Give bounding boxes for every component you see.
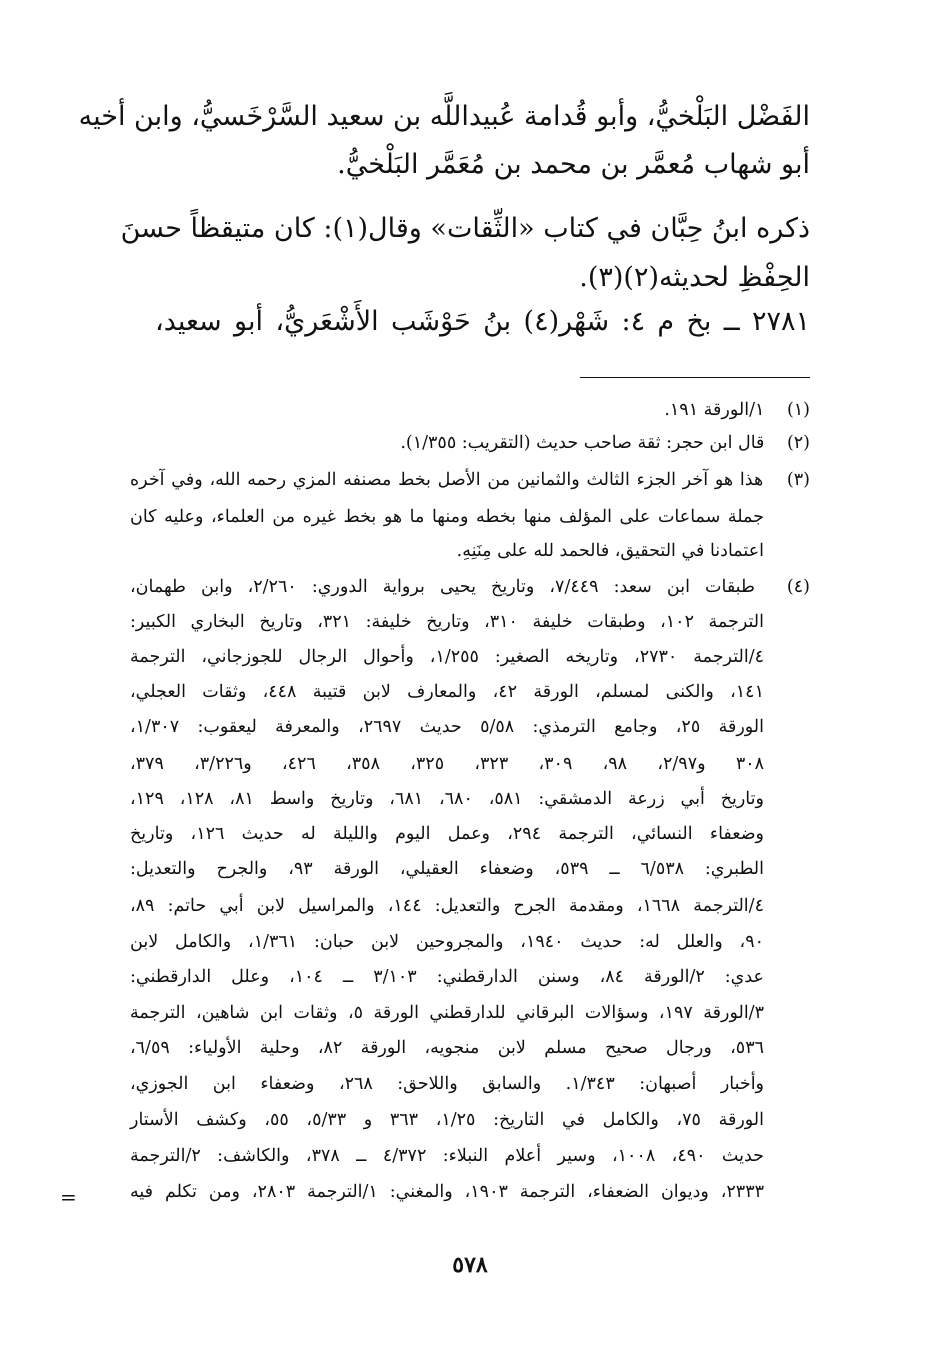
- footnote-3-line-3: اعتمادنا في التحقيق، فالحمد لله على مِنَنِهِ.: [456, 541, 764, 561]
- footnote-4-line-3: ٤/الترجمة ٢٧٣٠، وتاريخه الصغير: ١/٢٥٥، وأحوال الرجال للجوزجاني، الترجمة: [130, 647, 764, 667]
- footnote-2-text: قال ابن حجر: ثقة صاحب حديث (التقريب: ١/٣٥٥).: [400, 433, 765, 453]
- biography-entry-heading: ٢٧٨١ ــ بخ م ٤: شَهْر(٤) بنُ حَوْشَب الأَشْعَريُّ، أبو سعيد،: [155, 306, 810, 337]
- footnote-3-line-2: جملة سماعات على المؤلف منها بخطه ومنها ما هو بخط غيره من العلماء، وعليه كان: [130, 507, 764, 527]
- footnote-4-line-10: ٤/الترجمة ١٦٦٨، ومقدمة الجرح والتعديل: ١٤٤، والمراسيل لابن أبي حاتم: ٨٩،: [130, 896, 764, 916]
- footnote-3-marker: (٣): [786, 470, 810, 490]
- footnote-4-line-15: وأخبار أصبهان: ١/٣٤٣. والسابق واللاحق: ٢٦٨، وضعفاء ابن الجوزي،: [130, 1074, 765, 1094]
- footnote-4-line-8: وضعفاء النسائي، الترجمة ٢٩٤، وعمل اليوم والليلة له حديث ١٢٦، وتاريخ: [130, 824, 765, 844]
- footnote-4: [130, 573, 810, 601]
- footnote-4-line-4: ١٤١، والكنى لمسلم، الورقة ٤٢، والمعارف لابن قتيبة ٤٤٨، وثقات العجلي،: [130, 682, 764, 702]
- footnote-3-line-1: هذا هو آخر الجزء الثالث والثمانين من الأصل بخط مصنفه المزي رحمه الله، وفي آخره: [130, 470, 764, 490]
- footnote-4-line-17: حديث ٤٩٠، ١٠٠٨، وسير أعلام النبلاء: ٤/٣٧٢ ــ ٣٧٨، والكاشف: ٢/الترجمة: [130, 1146, 764, 1166]
- footnote-2-marker: (٢): [786, 433, 810, 453]
- footnote-4-line-16: الورقة ٧٥، والكامل في التاريخ: ١/٢٥، ٣٦٣ و ٥/٣٣، ٥٥، وكشف الأستار: [130, 1110, 765, 1130]
- footnote-4-line-12: عدي: ٢/الورقة ٨٤، وسنن الدارقطني: ٣/١٠٣ ــ ١٠٤، وعلل الدارقطني:: [130, 967, 764, 987]
- footnote-1-marker: (١): [786, 400, 810, 420]
- main-text-line-2: أبو شهاب مُعمَّر بن محمد بن مُعَمَّر البَلْخيُّ.: [337, 149, 810, 180]
- main-text-line-3: ذكره ابنُ حِبَّان في كتاب «الثِّقات» وقال(١): كان متيقظاً حسنَ: [120, 213, 810, 244]
- page-number: ٥٧٨: [452, 1252, 488, 1278]
- footnote-4-line-7: وتاريخ أبي زرعة الدمشقي: ٥٨١، ٦٨٠، ٦٨١، وتاريخ واسط ٨١، ١٢٨، ١٢٩،: [130, 789, 764, 809]
- continuation-mark: =: [60, 1185, 77, 1209]
- main-text-line-1: الفَضْل البَلْخيُّ، وأبو قُدامة عُبيداللَّه بن سعيد السَّرْخَسيُّ، وابن أخيه: [78, 101, 810, 132]
- main-text-line-4: الحِفْظِ لحديثه(٢)(٣).: [579, 262, 810, 293]
- footnote-1: [130, 396, 810, 424]
- footnote-4-line-5: الورقة ٢٥، وجامع الترمذي: ٥/٥٨ حديث ٢٦٩٧، والمعرفة ليعقوب: ١/٣٠٧،: [130, 717, 765, 737]
- footnote-3: [130, 466, 810, 494]
- footnote-4-line-11: ٩٠، والعلل له: حديث ١٩٤٠، والمجروحين لابن حبان: ١/٣٦١، والكامل لابن: [130, 932, 765, 952]
- footnote-4-line-13: ٣/الورقة ١٩٧، وسؤالات البرقاني للدارقطني الورقة ٥، وثقات ابن شاهين، الترجمة: [130, 1003, 764, 1023]
- footnote-4-line-1: طبقات ابن سعد: ٧/٤٤٩، وتاريخ يحيى برواية الدوري: ٢/٢٦٠، وابن طهمان،: [130, 577, 755, 597]
- footnote-4-line-2: الترجمة ١٠٢، وطبقات خليفة ٣١٠، وتاريخ خليفة: ٣٢١، وتاريخ البخاري الكبير:: [130, 612, 764, 632]
- footnote-separator: [580, 377, 810, 378]
- footnote-2: [130, 429, 810, 457]
- footnote-4-line-14: ٥٣٦، ورجال صحيح مسلم لابن منجويه، الورقة ٨٢، وحلية الأولياء: ٦/٥٩،: [130, 1038, 764, 1058]
- footnote-4-marker: (٤): [786, 577, 810, 597]
- footnote-4-line-6: ٣٠٨ و٢/٩٧، ٩٨، ٣٠٩، ٣٢٣، ٣٢٥، ٣٥٨، ٤٢٦، و٣/٢٢٦، ٣٧٩،: [130, 754, 765, 774]
- footnote-1-text: ١/الورقة ١٩١.: [664, 400, 765, 420]
- footnote-4-line-18: ٢٣٣٣، وديوان الضعفاء، الترجمة ١٩٠٣، والمغني: ١/الترجمة ٢٨٠٣، ومن تكلم فيه: [130, 1182, 764, 1202]
- footnote-4-line-9: الطبري: ٦/٥٣٨ ــ ٥٣٩، وضعفاء العقيلي، الورقة ٩٣، والجرح والتعديل:: [130, 859, 764, 879]
